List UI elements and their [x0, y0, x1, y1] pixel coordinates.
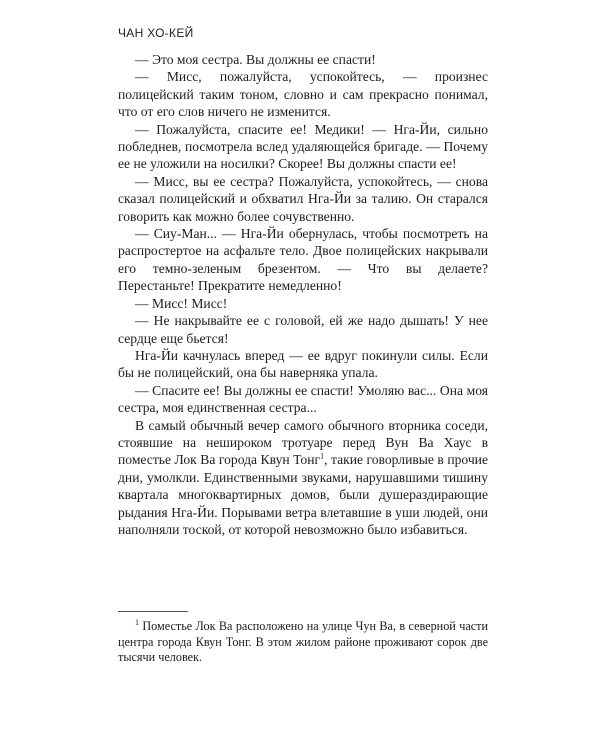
footnote-text: Поместье Лок Ва расположено на улице Чун Ва, в северной части центра города Квун Тонг. В этом жилом районе проживают сорок две тысячи человек. — [118, 619, 488, 665]
footnote-divider — [118, 611, 188, 612]
paragraph: Нга-Йи качнулась вперед — ее вдруг покинули силы. Если бы не полицейский, она бы наверняка упала. — [118, 347, 488, 381]
final-paragraph-end: , такие говорливые в прочие дни, умолкли. Единственными звуками, нарушавшими тишину квартала многоквартирных домов, были душераздирающие рыдания Нга-Йи. Порывами ветра влетавшие в уши людей, они наполняли тоской, от которой невозможно было избавиться. — [118, 452, 488, 537]
running-header: ЧАН ХО-КЕЙ — [118, 26, 194, 40]
final-paragraph — [118, 417, 488, 539]
paragraph: — Спасите ее! Вы должны ее спасти! Умоляю вас... Она моя сестра, моя единственная сестра... — [118, 382, 488, 416]
final-paragraph-start: В самый обычный вечер самого обычного вторника соседи, стоявшие на нешироком тротуаре перед Вун Ва Хаус в поместье Лок Ва города Квун Тонг — [118, 417, 488, 468]
paragraph: — Не накрывайте ее с головой, ей же надо дышать! У нее сердце еще бьется! — [118, 313, 488, 346]
paragraph: — Мисс! Мисс! — [135, 295, 228, 311]
footnote — [118, 619, 488, 666]
paragraph: — Пожалуйста, спасите ее! Медики! — Нга-Йи, сильно побледнев, посмотрела вслед удаляющейся бригаде. — Почему ее не уложили на носилки? Скорее! Вы должны спасти ее! — [118, 121, 488, 172]
paragraph: — Мисс, вы ее сестра? Пожалуйста, успокойтесь, — снова сказал полицейский и обхватил Нга-Йи за талию. Он старался говорить как можно более сочувственно. — [118, 173, 488, 224]
paragraph: — Это моя сестра. Вы должны ее спасти! — [135, 52, 376, 67]
paragraph: — Мисс, пожалуйста, успокойтесь, — произнес полицейский таким тоном, словно и сам прекрасно понимал, что от его слов ничего не изменится. — [118, 69, 488, 120]
footnote-marker: 1 — [135, 617, 139, 627]
footnote-reference: 1 — [320, 451, 325, 461]
paragraph: — Сиу-Ман... — Нга-Йи обернулась, чтобы посмотреть на распростертое на асфальте тело. Двое полицейских накрывали его темно-зеленым брезентом. — Что вы делаете? Перестаньте! Прекратите немедленно! — [118, 226, 488, 294]
main-text — [118, 51, 488, 538]
